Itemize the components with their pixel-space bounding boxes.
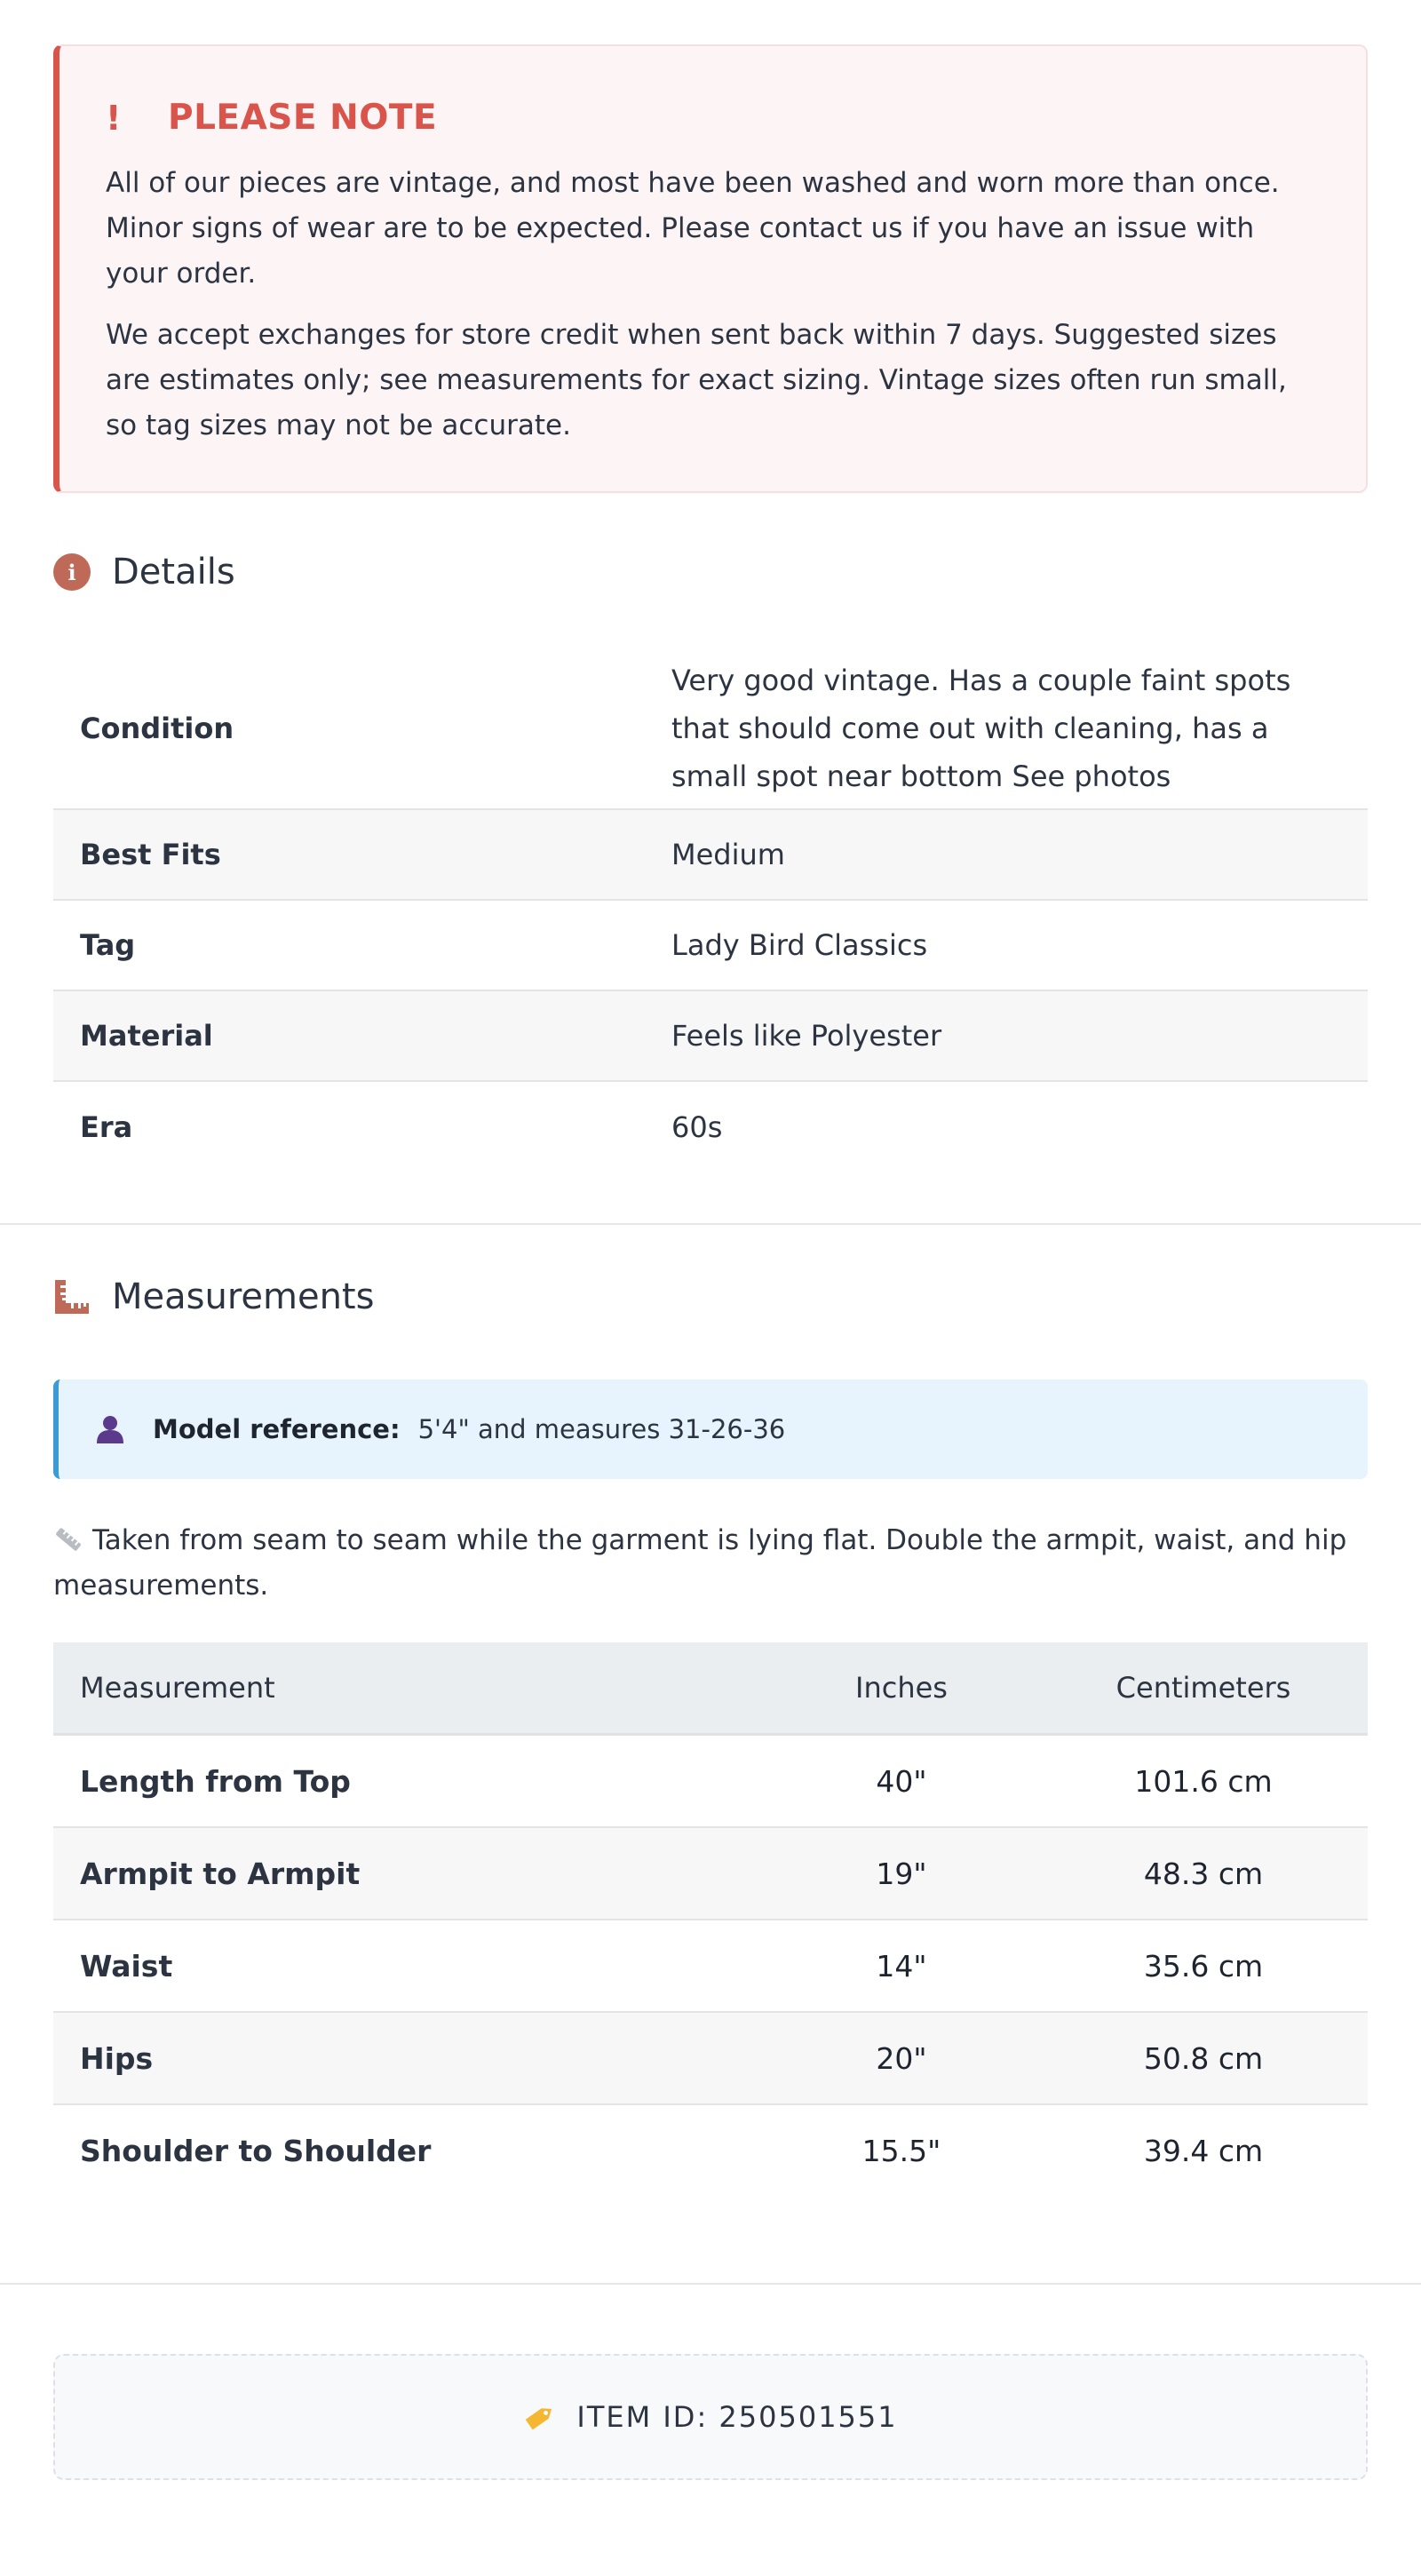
- detail-key: Condition: [80, 711, 234, 745]
- model-reference-box: [53, 1379, 1368, 1479]
- measurement-inches: 15.5": [861, 2133, 941, 2168]
- measurements-table: [53, 1642, 1368, 2196]
- measurement-row: [53, 2104, 1368, 2196]
- column-header: Inches: [764, 1642, 1039, 1735]
- details-title: Details: [112, 552, 235, 592]
- exclamation-icon: !: [106, 98, 122, 138]
- note-paragraph: We accept exchanges for store credit when sent back within 7 days. Suggested sizes are estimates only; see measurements for exact sizing. Vintage sizes often run small, so tag sizes may not be accurate.: [106, 319, 1287, 441]
- measurement-cm: 39.4 cm: [1143, 2133, 1264, 2168]
- measurement-row: [53, 1735, 1368, 1828]
- measurements-header-row: [53, 1642, 1368, 1735]
- detail-key: Tag: [80, 928, 136, 962]
- detail-value: Medium: [671, 838, 785, 871]
- measurement-hint: [53, 1518, 1368, 1609]
- measurement-cm: 50.8 cm: [1143, 2040, 1264, 2076]
- section-divider: [0, 1223, 1421, 1225]
- hint-text: Taken from seam to seam while the garment is lying flat. Double the armpit, waist, and hip measurements.: [53, 1524, 1347, 1602]
- ruler-pencil-icon: [53, 1522, 83, 1548]
- measurements-header: [53, 1276, 1368, 1317]
- info-icon: i: [53, 553, 91, 591]
- note-paragraph: All of our pieces are vintage, and most have been washed and worn more than once. Minor signs of wear are to be expected. Please contact us if you have an issue with your order.: [106, 167, 1280, 290]
- item-id-label: ITEM ID: 250501551: [576, 2400, 898, 2434]
- model-reference-value: 5'4" and measures 31-26-36: [417, 1414, 786, 1444]
- details-row: [53, 990, 1368, 1081]
- column-header: Measurement: [53, 1642, 764, 1735]
- column-header: Centimeters: [1039, 1642, 1368, 1735]
- measurement-name: Waist: [80, 1948, 173, 1984]
- section-divider: [0, 2283, 1421, 2285]
- product-details-page: [0, 44, 1421, 2480]
- details-header: [53, 552, 1368, 592]
- measurement-cm: 101.6 cm: [1134, 1763, 1273, 1799]
- measurement-inches: 19": [876, 1856, 927, 1891]
- detail-value: Feels like Polyester: [671, 1019, 942, 1053]
- detail-key: Era: [80, 1109, 133, 1144]
- details-row: [53, 809, 1368, 900]
- measurement-name: Armpit to Armpit: [80, 1856, 361, 1891]
- measurement-name: Length from Top: [80, 1763, 351, 1799]
- measurement-inches: 20": [876, 2040, 927, 2076]
- measurement-cm: 35.6 cm: [1143, 1948, 1264, 1984]
- details-row: [53, 1081, 1368, 1172]
- detail-key: Material: [80, 1019, 213, 1053]
- measurement-row: [53, 2012, 1368, 2104]
- details-row: [53, 648, 1368, 809]
- measurement-inches: 14": [876, 1948, 927, 1984]
- detail-value: 60s: [671, 1109, 723, 1144]
- measurement-name: Shoulder to Shoulder: [80, 2133, 432, 2168]
- measurement-row: [53, 1827, 1368, 1920]
- detail-value: Very good vintage. Has a couple faint spots that should come out with cleaning, has a small spot near bottom See photos: [671, 663, 1291, 793]
- measurements-title: Measurements: [112, 1276, 375, 1317]
- ruler-icon: [53, 1278, 91, 1316]
- please-note-box: [53, 44, 1368, 493]
- detail-value: Lady Bird Classics: [671, 928, 928, 962]
- model-reference-label: Model reference:: [153, 1414, 401, 1444]
- detail-key: Best Fits: [80, 838, 221, 871]
- measurement-row: [53, 1920, 1368, 2012]
- details-table: [53, 648, 1368, 1172]
- note-title: PLEASE NOTE: [168, 98, 438, 138]
- item-id-box: [53, 2354, 1368, 2480]
- tag-icon: [523, 2403, 557, 2431]
- measurement-cm: 48.3 cm: [1143, 1856, 1264, 1891]
- details-row: [53, 900, 1368, 990]
- person-icon: [94, 1413, 126, 1445]
- measurement-name: Hips: [80, 2040, 154, 2076]
- measurement-inches: 40": [876, 1763, 927, 1799]
- note-header: [106, 98, 1322, 138]
